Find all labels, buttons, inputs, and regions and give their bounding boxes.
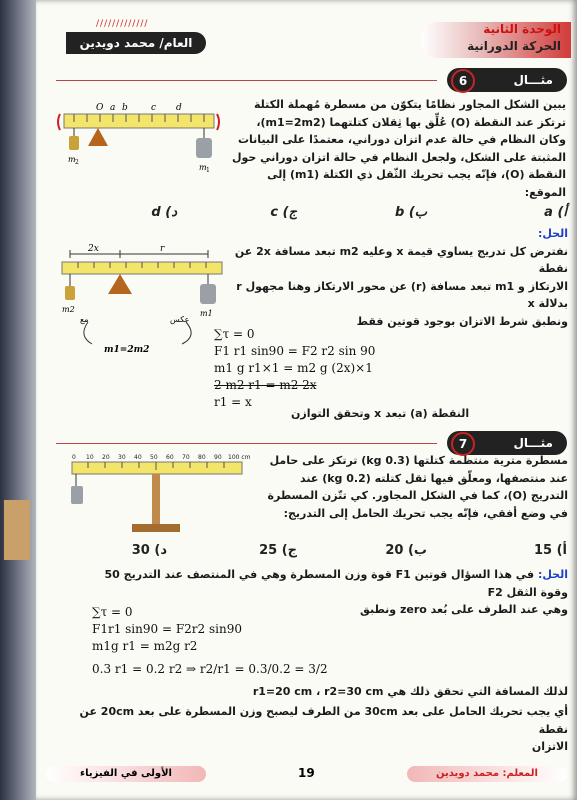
svg-text:90: 90	[214, 454, 222, 461]
label-m2: m2	[62, 305, 75, 314]
solution-line: ونطبق شرط الاتزان بوجود قوتين فقط	[356, 314, 568, 328]
example6-question	[226, 96, 566, 201]
label-mass-relation: m1=2m2	[104, 345, 150, 355]
decorative-stripes: /////////////	[96, 19, 149, 29]
page-number: 19	[298, 766, 315, 780]
svg-text:1: 1	[206, 167, 210, 174]
question-line: عند منتصفها، ومعلّق فيها ثقل كتلته (0.2 kg) عند	[300, 471, 568, 485]
choice-d: د) 30	[131, 543, 167, 558]
choice-c: ج) c	[270, 205, 297, 220]
document-page	[36, 0, 577, 800]
label-a: a	[110, 103, 116, 113]
equation: r1 = x	[214, 395, 252, 409]
label-2x: 2x	[88, 244, 99, 254]
equation: F1 r1 sin90 = F2 r2 sin 90	[214, 344, 376, 358]
equation: m1 g r1×1 = m2 g (2x)×1	[214, 361, 373, 375]
svg-text:10: 10	[86, 454, 94, 461]
book-title: الأولى في الفيزياء	[46, 766, 206, 782]
example-badge	[447, 68, 567, 92]
svg-text:60: 60	[166, 454, 174, 461]
teacher-name: المعلم: محمد دويدين	[407, 766, 567, 782]
final-line: الاتزان	[531, 740, 568, 753]
solution-label: الحل:	[537, 227, 568, 240]
svg-text:50: 50	[150, 454, 158, 461]
divider	[56, 443, 437, 444]
solution-line: بدلالة x	[527, 297, 568, 310]
label-b: b	[122, 103, 128, 113]
equation: 2 m2 r1 = m2 2x	[214, 378, 317, 392]
label-m2: m	[68, 155, 76, 164]
label-cw: عكس	[170, 315, 190, 324]
equation: ∑τ = 0	[92, 605, 133, 619]
label-m1: m	[199, 163, 207, 172]
label-ccw: مع	[80, 315, 89, 324]
solution-line: الحل: في هذا السؤال قوتين F1 قوة وزن المسطرة وهي في المنتصف عند التدريج 50 وقوة الثقل F2	[104, 568, 568, 599]
label-o: O	[96, 103, 104, 113]
svg-text:0: 0	[72, 454, 76, 461]
question-line: ترتكز عند النقطة (O) عُلِّق بها ثِقلان كتلتهما (m1=2m2)،	[256, 115, 566, 129]
question-line: يبين الشكل المجاور نظامًا يتكوّن من مسطرة مُهملة الكتلة	[253, 98, 566, 111]
teacher-tag: العام/ محمد دويدين	[66, 32, 206, 54]
unit-title: الوحدة الثانية	[483, 22, 561, 36]
svg-text:20: 20	[102, 454, 110, 461]
equation: F1r1 sin90 = F2r2 sin90	[92, 622, 242, 636]
question-line: في وضع أفقي، فإنّه يجب تحريك الحامل إلى التدريج:	[283, 506, 568, 520]
svg-text:40: 40	[134, 454, 142, 461]
example7-question	[256, 452, 568, 522]
example7-result: لذلك المسافة التي تحقق ذلك هي r1=20 cm ، r2=30 cm	[252, 685, 568, 698]
topic-title: الحركة الدورانية	[467, 39, 561, 53]
unit-banner	[421, 22, 571, 58]
adjacent-page-image	[4, 500, 30, 560]
label-m1: m1	[200, 309, 213, 318]
svg-text:70: 70	[182, 454, 190, 461]
svg-text:80: 80	[198, 454, 206, 461]
example7-choices	[36, 543, 577, 563]
example-label: مثـــال	[513, 73, 553, 87]
choice-c: ج) 25	[259, 543, 297, 558]
choice-a: أ) 15	[533, 543, 567, 558]
book-spine	[0, 0, 38, 800]
example6-equations	[214, 326, 375, 411]
svg-text:2: 2	[75, 159, 79, 166]
example6-choices	[36, 205, 577, 225]
equation: ∑τ = 0	[214, 327, 255, 341]
choice-a: أ) a	[544, 205, 567, 220]
question-line: التدريج (O)، كما في الشكل المجاور. كي تتّزن المسطرة	[267, 489, 568, 502]
page-footer	[36, 760, 577, 790]
label-d: d	[176, 103, 182, 113]
solution-line: الارتكاز و m1 تبعد مسافة (r) عن محور الارتكاز وهنا مجهول r	[236, 279, 568, 293]
svg-text:30: 30	[118, 454, 126, 461]
equation: m1g r1 = m2g r2	[92, 639, 198, 653]
question-line: مسطرة مترية منتظمة كتلتها (0.3 kg) ترتكز على حامل	[269, 454, 568, 467]
question-line: المثبتة على الشكل، ولجعل النظام في حالة اتزان دوراني حول	[231, 150, 566, 164]
meter-stick-diagram	[70, 450, 260, 535]
example6-conclusion: النقطة (a) تبعد x وتحقق التوازن	[291, 407, 470, 420]
example-number: 7	[451, 432, 475, 456]
label-r: r	[160, 244, 165, 254]
choice-d: د) d	[151, 205, 177, 220]
example6-solution-text	[206, 225, 568, 330]
example-label: مثـــال	[513, 436, 553, 450]
example7-final	[52, 703, 568, 756]
choice-b: ب) b	[394, 205, 427, 220]
solution-line: وهي عند الطرف على بُعد zero ونطبق	[360, 603, 568, 616]
question-line: النقطة (O)، فإنّه يجب تحريك الثّقل ذي الكتلة (m1) إلى الموقع:	[267, 168, 566, 199]
final-line: أي يجب تحريك الحامل على بعد 30cm من الطرف ليصبح وزن المسطرة على بعد 20cm عن نقطة	[79, 705, 568, 736]
example7-equations	[92, 604, 328, 678]
question-line: وكان النظام في حالة عدم اتزان دوراني، معتمدًا على البيانات	[237, 133, 566, 146]
svg-text:100 cm: 100 cm	[228, 454, 251, 461]
solution-line: نفترض كل تدريج يساوي قيمة x وعليه m2 تبعد مسافة 2x عن نقطة	[234, 244, 568, 275]
label-c: c	[151, 103, 157, 113]
equation: 0.3 r1 = 0.2 r2 ⇒ r2/r1 = 0.3/0.2 = 3/2	[92, 662, 328, 676]
lever-diagram-solution	[58, 244, 228, 364]
divider	[56, 80, 437, 81]
lever-diagram-top	[56, 98, 221, 178]
example-number: 6	[451, 69, 475, 93]
page-header	[46, 19, 571, 58]
choice-b: ب) 20	[385, 543, 427, 558]
